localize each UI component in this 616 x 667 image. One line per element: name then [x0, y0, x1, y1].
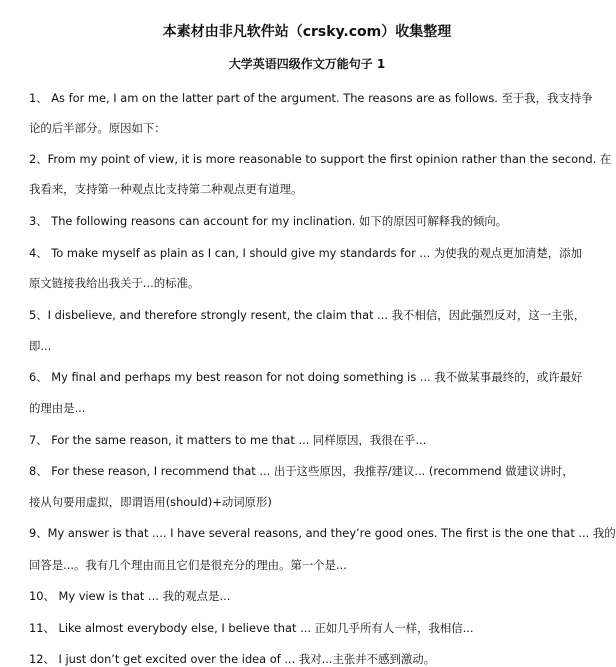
text-line: 我看来，支持第一种观点比支持第二种观点更有道理。: [29, 182, 303, 196]
document-title: 大学英语四级作文万能句子 1: [228, 57, 386, 71]
text-line: 8、 For these reason, I recommend that ... 出于这些原因，我推荐/建议... (recommend 做建议讲时，: [29, 464, 574, 478]
text-line: 即...: [29, 339, 52, 353]
text-line: 回答是...。我有几个理由而且它们是很充分的理由。第一个是...: [29, 558, 347, 572]
text-line: 7、 For the same reason, it matters to me that ... 同样原因，我很在乎...: [29, 433, 427, 447]
text-line: 3、 The following reasons can account for my inclination. 如下的原因可解释我的倾向。: [29, 214, 508, 228]
text-line: 2、From my point of view, it is more reasonable to support the first opinion rather than the second. 在: [29, 152, 612, 166]
site-title: 本素材由非凡软件站（crsky.com）收集整理: [162, 24, 452, 40]
text-line: 论的后半部分。原因如下：: [29, 121, 166, 135]
text-line: 12、 I just don’t get excited over the idea of ... 我对...主张并不感到激动。: [29, 652, 436, 666]
text-line: 接从句要用虚拟，即谓语用(should)+动词原形): [29, 495, 272, 509]
text-line: 10、 My view is that ... 我的观点是...: [29, 589, 231, 603]
text-line: 9、My answer is that .... I have several reasons, and they’re good ones. The first is the one that ... 我的: [29, 526, 616, 540]
text-line: 原文链接我给出我关于...的标准。: [29, 276, 200, 290]
text-line: 11、 Like almost everybody else, I believe that ... 正如几乎所有人一样，我相信...: [29, 621, 474, 635]
text-line: 6、 My final and perhaps my best reason for not doing something is ... 我不做某事最终的，或许最好: [29, 370, 583, 384]
text-line: 4、 To make myself as plain as I can, I should give my standards for ... 为使我的观点更加清楚，添加: [29, 246, 582, 260]
text-line: 5、I disbelieve, and therefore strongly resent, the claim that ... 我不相信，因此强烈反对，这一主张，: [29, 308, 586, 322]
text-line: 的理由是...: [29, 401, 86, 415]
text-line: 1、 As for me, I am on the latter part of the argument. The reasons are as follows. 至于我，我支持争: [29, 91, 593, 105]
